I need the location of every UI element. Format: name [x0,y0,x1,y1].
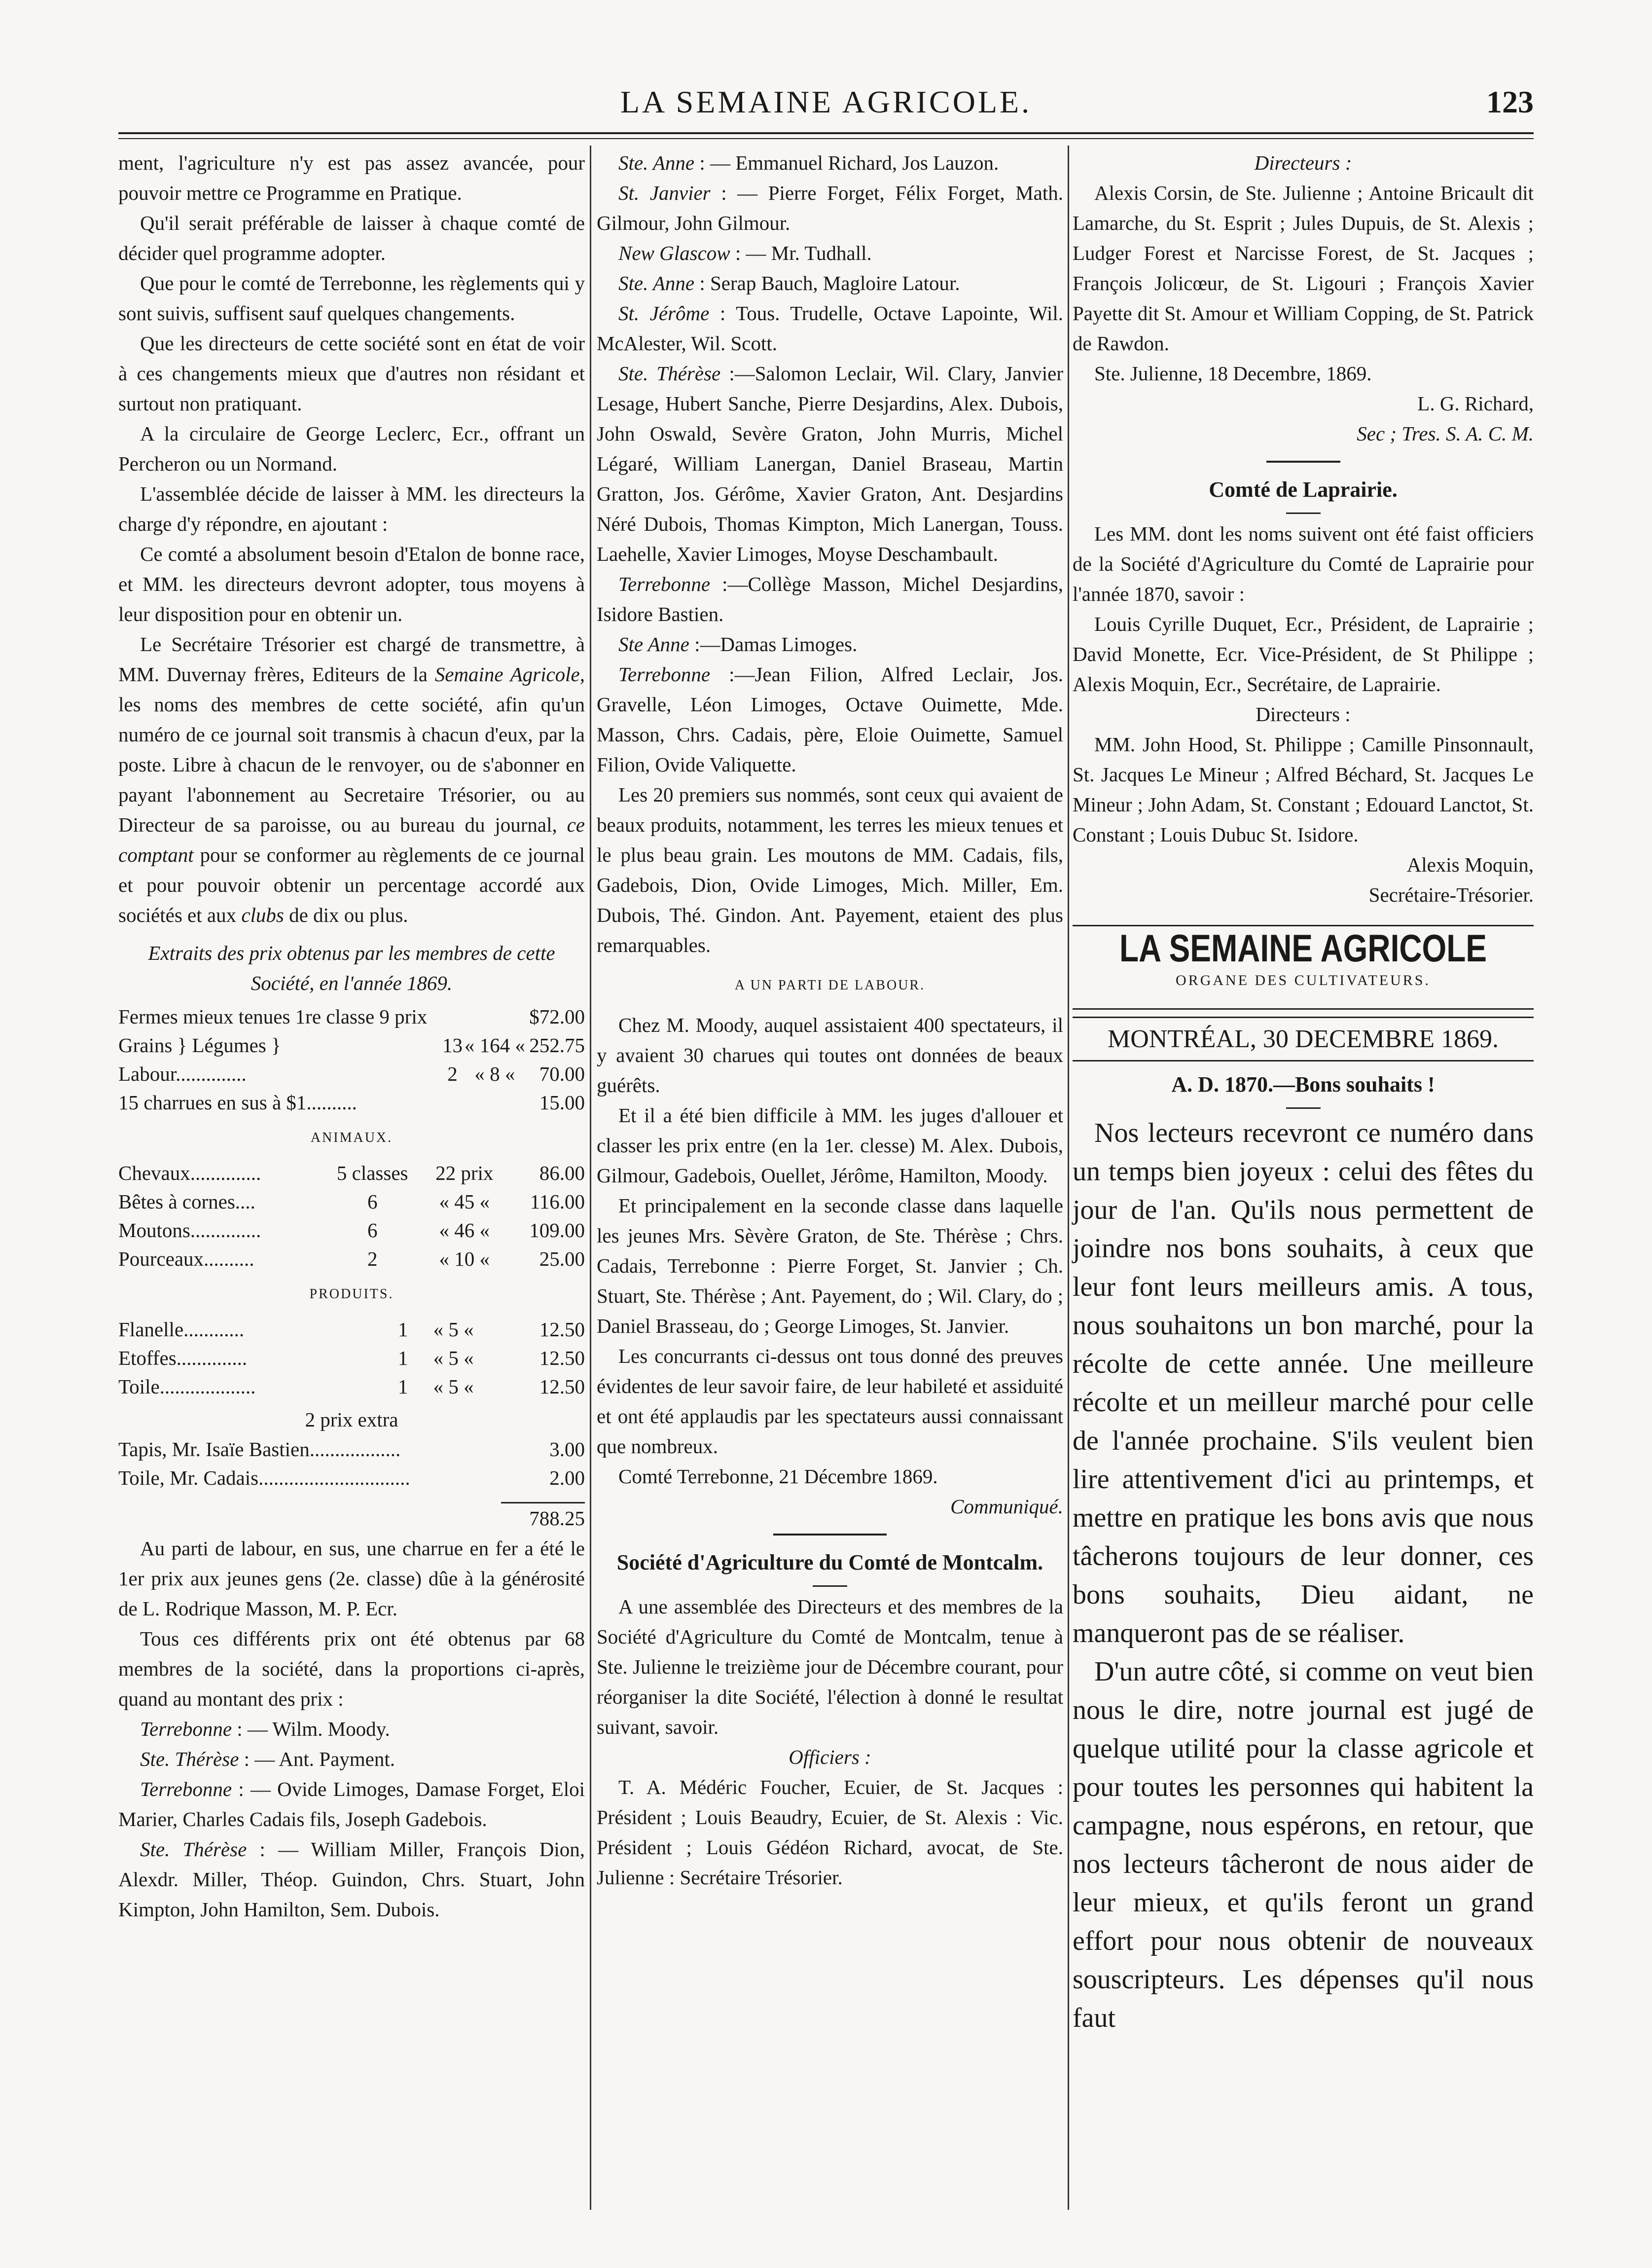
table-row [118,1463,585,1492]
table-row [118,1088,585,1117]
paragraph [118,629,585,930]
signature-title: Sec ; Tres. S. A. C. M. [1357,422,1534,445]
paragraph: A une assemblée des Directeurs et des membres de la Société d'Agriculture du Comté de Montcalm, tenue à Ste. Julienne le treizième jour de Décembre courant, pour réorganiser la dite Société, l'élection à donné le resultat suivant, savoir. [597,1595,1063,1738]
paragraph: Que pour le comté de Terrebonne, les règlements qui y sont suivis, suffisent sauf quelques changements. [118,272,585,325]
separator-rule [773,1534,887,1536]
table-row [118,1344,585,1372]
place-name: Ste. Anne [618,151,695,174]
page-header [118,84,1534,123]
prize-amount: 2.00 [549,1466,585,1489]
prize-count: « 46 « [439,1219,490,1242]
place-name: Ste. Thérèse [140,1748,239,1770]
prize-count [463,1088,527,1117]
place-name: St. Jérôme [618,302,710,325]
paragraph: Que les directeurs de cette société sont en état de voir à ces changements mieux que d'autres non résidant et surtout non pratiquant. [118,332,585,415]
paragraph: Et principalement en la seconde classe dans laquelle les jeunes Mrs. Sèvère Graton, de Ste. Thérèse ; Chrs. Cadais, Terrebonne : Pierre Forget, St. Janvier ; Ch. Stuart, Ste. Thérèse ; Ant. Payement, do ; Wil. Clary, do ; Daniel Brasseau, do ; George Limoges, St. Janvier. [597,1194,1063,1337]
winners: :—Damas Limoges. [694,633,858,656]
prize-count: 22 prix [435,1162,494,1184]
table-row [118,1031,585,1060]
section-label: ANIMAUX. [310,1130,393,1145]
dateline: Comté Terrebonne, 21 Décembre 1869. [618,1465,938,1488]
paragraph: MM. John Hood, St. Philippe ; Camille Pinsonnault, St. Jacques Le Mineur ; Alfred Béchard, St. Jacques Le Mineur ; John Adam, St. Constant ; Edouard Lanctot, St. Constant ; Louis Dubuc St. Isidore. [1073,733,1534,846]
place-name: Ste. Thérèse [140,1838,247,1861]
paragraph: Les MM. dont les noms suivent ont été faist officiers de la Société d'Agriculture du Comté de Laprairie pour l'année 1870, savoir : [1073,522,1534,605]
prize-label: Labour.............. [118,1062,247,1085]
prize-count: « 45 « [439,1190,490,1213]
prize-label: Bêtes à cornes.... [118,1190,255,1213]
table-row [118,1187,585,1216]
column-divider [1068,146,1069,2210]
prize-label: Flanelle............ [118,1318,245,1341]
prize-amount: 70.00 [539,1062,585,1085]
place-name: Ste Anne [618,633,689,656]
signature: L. G. Richard, [1417,392,1534,415]
paragraph: Alexis Corsin, de Ste. Julienne ; Antoine Bricault dit Lamarche, du St. Esprit ; Jules Dupuis, de St. Alexis ; Ludger Forest et Narcisse Forest, de St. Jacques ; François Jolicœur, de St. Ligouri ; François Xavier Payette dit St. Amour et William Copping, de St. Patrick de Rawdon. [1073,182,1534,355]
paragraph: Et il a été bien difficile à MM. les juges d'allouer et classer les prix entre (en la 1er. clesse) M. Alex. Dubois, Gilmour, Gadebois, Ouellet, Jérôme, Hamilton, Moody. [597,1104,1063,1187]
paragraph: Chez M. Moody, auquel assistaient 400 spectateurs, il y avaient 30 charues qui toutes ont données de beaux guérêts. [597,1014,1063,1097]
paragraph: Au parti de labour, en sus, une charrue en fer a été le 1er prix aux jeunes gens (2e. classe) dûe à la générosité de L. Rodrique Masson, M. P. Ecr. [118,1537,585,1620]
prize-count: « 164 « [464,1034,525,1057]
signature: Alexis Moquin, [1406,853,1534,876]
winners: :—Jean Filion, Alfred Leclair, Jos. Gravelle, Léon Limoges, Octave Ouimette, Mde. Masson, Chrs. Cadais, père, Eloie Ouimette, Samuel Filion, Ovide Valiquette. [597,663,1064,776]
prize-count [463,1002,527,1031]
prize-count: « 10 « [439,1247,490,1270]
prize-classes: 5 classes [336,1162,408,1184]
prize-label: Moutons.............. [118,1219,261,1242]
winners: : — William Miller, François Dion, Alexdr. Miller, Théop. Guindon, Chrs. Stuart, John Kimpton, John Hamilton, Sem. Dubois. [118,1838,585,1921]
separator-rule [813,1585,847,1587]
paragraph: D'un autre côté, si comme on veut bien nous le dire, notre journal est jugé de quelque utilité pour la classe agricole et pour toutes les personnes qui habitent la campagne, nous espérons, en retour, que nos lecteurs tâcheront de nous aider de leur mieux, et qu'ils feront un grand effort pour nous obtenir de nouveaux souscripteurs. Les dépenses qu'il nous faut [1073,1656,1534,2033]
section-label: 2 prix extra [305,1408,398,1431]
prize-amount: 116.00 [530,1190,585,1213]
paragraph: Ce comté a absolument besoin d'Etalon de bonne race, et MM. les directeurs devront adopter, tous moyens à leur disposition pour en obtenir un. [118,543,585,625]
winners-entry [597,659,1063,780]
paragraph: Les 20 premiers sus nommés, sont ceux qui avaient de beaux produits, notamment, les terres les mieux tenues et le plus beau grain. Les moutons de MM. Cadais, fils, Gadebois, Dion, Ovide Limoges, Mich. Miller, Em. Dubois, Thé. Gindon. Ant. Payement, etaient des plus remarquables. [597,783,1063,956]
prize-list-heading: Extraits des prix obtenus par les membres de cette Société, en l'année 1869. [148,942,555,994]
prize-label: 15 charrues en sus à $1.......... [118,1091,357,1114]
prize-amount: 109.00 [529,1219,585,1242]
winners-entry [597,629,1063,659]
prize-label: Chevaux.............. [118,1162,261,1184]
place-name: Ste. Thérèse [618,362,721,385]
prize-count: « 5 « [433,1318,474,1341]
prize-amount: 12.50 [539,1318,585,1341]
emphasis: ce comptant [118,813,585,866]
paragraph: Nos lecteurs recevront ce numéro dans un temps bien joyeux : celui des fêtes du jour de l'an. Qu'ils nous permettent de joindre nos bons souhaits, à ceux que leur font leurs meilleurs amis. A tous, nous souhaitons un bon marché, pour la récolte de cette année. Une meilleure récolte et un meilleur marché pour celle de l'année prochaine. S'ils veulent bien lire attentivement d'ici au printemps, et mettre en pratique les bons avis que nous tâcherons toujours de leur donner, ces bons souhaits, Dieu aidant, ne manqueront pas de se réaliser. [1073,1118,1534,1648]
header-rule-thin [118,138,1534,139]
winners-entry [118,1774,585,1834]
winners-entry [118,1744,585,1774]
prize-amount: 12.50 [539,1375,585,1398]
prize-label: Toile, Mr. Cadais.............................. [118,1466,410,1489]
text: de dix ou plus. [289,904,408,926]
paragraph: L'assemblée décide de laisser à MM. les directeurs la charge d'y répondre, en ajoutant : [118,482,585,535]
winners-entry [597,238,1063,268]
journal-name: Semaine Agricole, [434,663,585,686]
prize-label: Toile................... [118,1375,256,1398]
masthead-box [1073,925,1534,1010]
prize-amount: $72.00 [529,1005,585,1028]
section-heading: Société d'Agriculture du Comté de Montcalm. [616,1550,1043,1574]
prize-count: « 5 « [433,1375,474,1398]
winners-entry [597,298,1063,359]
running-title: LA SEMAINE AGRICOLE. [620,84,1032,119]
winners-entry [597,148,1063,178]
prize-classes: 1 [397,1347,408,1369]
prize-count: « 5 « [433,1347,474,1369]
subheading: Directeurs : [1254,151,1352,174]
separator-rule [1266,461,1340,463]
section-label: PRODUITS. [309,1286,394,1302]
paragraph: ment, l'agriculture n'y est pas assez avancée, pour pouvoir mettre ce Programme en Pratique. [118,151,585,204]
winners: : Tous. Trudelle, Octave Lapointe, Wil. McAlester, Wil. Scott. [597,302,1063,355]
separator-rule [1286,1107,1321,1109]
winners: : — Wilm. Moody. [237,1718,390,1740]
section-heading: Comté de Laprairie. [1209,477,1398,502]
column-divider [590,146,591,2210]
prize-classes: 13 [442,1034,463,1057]
dateline: Ste. Julienne, 18 Decembre, 1869. [1094,362,1372,385]
prize-table [118,1002,585,1117]
header-rule [118,132,1534,134]
masthead-subtitle: ORGANE DES CULTIVATEURS. [1176,972,1431,988]
issue-date: MONTRÉAL, 30 DECEMBRE 1869. [1108,1025,1499,1053]
table-row [118,1315,585,1344]
prize-label: Grains } Légumes } [118,1034,281,1057]
prize-classes [442,1088,463,1117]
prize-classes: 6 [367,1190,378,1213]
paragraph: Tous ces différents prix ont été obtenus par 68 membres de la société, dans la proportions ci-après, quand au montant des prix : [118,1627,585,1710]
winners: : — Ovide Limoges, Damase Forget, Eloi Marier, Charles Cadais fils, Joseph Gadebois. [118,1778,585,1830]
winners-entry [597,359,1063,569]
winners: : — Emmanuel Richard, Jos Lauzon. [699,151,999,174]
prize-table [118,1435,585,1492]
place-name: Terrebonne [140,1718,232,1740]
table-row [118,1244,585,1273]
section-heading: A. D. 1870.—Bons souhaits ! [1171,1072,1435,1097]
place-name: New Glascow [618,242,730,264]
winners: : — Mr. Tudhall. [735,242,872,264]
column-2 [597,148,1063,1893]
subheading: Directeurs : [1256,703,1351,726]
column-1 [118,148,585,1925]
prize-classes: 1 [397,1375,408,1398]
subheading: Officiers : [789,1746,871,1768]
winners-entry [597,178,1063,238]
winners: :—Collège Masson, Michel Desjardins, Isidore Bastien. [597,573,1063,625]
table-row [118,1002,585,1031]
winners: : — Ant. Payment. [244,1748,395,1770]
prize-classes: 6 [367,1219,378,1242]
prize-label: Pourceaux.......... [118,1247,254,1270]
table-row [118,1372,585,1401]
prize-classes: 2 [447,1062,458,1085]
prize-classes: 2 [367,1247,378,1270]
section-label: A UN PARTI DE LABOUR. [734,978,926,993]
prize-classes: 1 [397,1318,408,1341]
paragraph: T. A. Médéric Foucher, Ecuier, de St. Jacques : Président ; Louis Beaudry, Ecuier, de St. Alexis : Vic. Président ; Louis Gédéon Richard, avocat, de Ste. Julienne : Secrétaire Trésorier. [597,1776,1063,1889]
text: Le Secrétaire Trésorier est chargé de transmettre, à MM. Duvernay frères, Editeurs de la [118,633,585,686]
winners: : Serap Bauch, Magloire Latour. [699,272,960,294]
table-row [118,1060,585,1088]
table-row [118,1159,585,1187]
prize-amount: 252.75 [529,1034,585,1057]
text: pour se conformer au règlements de ce journal et pour pouvoir obtenir un percentage accordé aux sociétés et aux [118,843,585,926]
text: les noms des membres de cette société, afin qu'un numéro de ce journal soit transmis à chacun d'eux, par la poste. Libre à chacun de le renvoyer, ou de s'abonner en payant l'abonnement au Secretaire Trésorier, ou au Directeur de sa paroisse, ou au bureau du journal, [118,693,585,836]
page-number: 123 [1486,84,1534,119]
prize-classes [442,1002,463,1031]
prize-table [118,1159,585,1273]
paragraph: Louis Cyrille Duquet, Ecr., Président, de Laprairie ; David Monette, Ecr. Vice-Président, de St Philippe ; Alexis Moquin, Ecr., Secrétaire, de Laprairie. [1073,613,1534,695]
paragraph: Les concurrants ci-dessus ont tous donné des preuves évidentes de leur savoir faire, de leur habileté et assiduité et ont été applaudis par les spectateurs aussi connaissant que nombreux. [597,1345,1063,1458]
prize-table [118,1315,585,1401]
masthead-title: LA SEMAINE AGRICOLE [1119,926,1487,970]
signature: Communiqué. [950,1495,1063,1518]
prize-amount: 86.00 [539,1162,585,1184]
separator-rule [1286,512,1321,514]
prize-total: 788.25 [501,1502,585,1534]
paragraph: Qu'il serait préférable de laisser à chaque comté de décider quel programme adopter. [118,212,585,264]
dateline-box [1073,1017,1534,1061]
prize-amount: 25.00 [539,1247,585,1270]
prize-amount: 3.00 [549,1438,585,1461]
winners-entry [118,1834,585,1925]
table-row [118,1435,585,1463]
place-name: Terrebonne [618,663,711,686]
prize-label: Fermes mieux tenues 1re classe 9 prix [118,1005,428,1028]
place-name: Terrebonne [140,1778,232,1800]
place-name: St. Janvier [618,182,711,204]
place-name: Terrebonne [618,573,711,595]
paragraph: A la circulaire de George Leclerc, Ecr., offrant un Percheron ou un Normand. [118,422,585,475]
table-row [118,1216,585,1244]
emphasis: clubs [241,904,284,926]
prize-amount: 15.00 [539,1091,585,1114]
winners-entry [118,1714,585,1744]
prize-count: « 8 « [474,1062,515,1085]
winners-entry [597,569,1063,629]
column-3 [1073,148,1534,2037]
prize-label: Tapis, Mr. Isaïe Bastien.................. [118,1438,401,1461]
prize-label: Etoffes.............. [118,1347,248,1369]
place-name: Ste. Anne [618,272,695,294]
winners: : — Pierre Forget, Félix Forget, Math. Gilmour, John Gilmour. [597,182,1063,234]
signature-title: Secrétaire-Trésorier. [1368,883,1534,906]
prize-amount: 12.50 [539,1347,585,1369]
winners: :—Salomon Leclair, Wil. Clary, Janvier Lesage, Hubert Sanche, Pierre Desjardins, Alex. Dubois, John Oswald, Sevère Graton, John Murris, Michel Légaré, William Lanergan, Daniel Braseau, Martin Gratton, Jos. Gérôme, Xavier Graton, Ant. Desjardins Néré Dubois, Thomas Kimpton, Mich Lanergan, Touss. Laehelle, Xavier Limoges, Moyse Deschambault. [597,362,1063,565]
winners-entry [597,268,1063,298]
